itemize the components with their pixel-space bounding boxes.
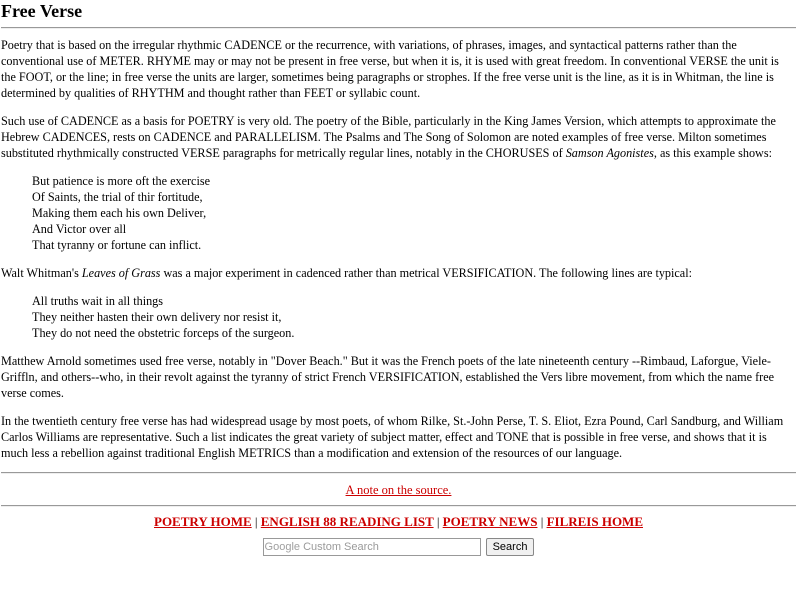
verse-line: That tyranny or fortune can inflict. xyxy=(32,238,202,252)
milton-excerpt xyxy=(32,173,796,253)
source-note-link[interactable]: A note on the source. xyxy=(345,483,452,497)
nav-poetry-news[interactable]: POETRY NEWS xyxy=(442,514,538,529)
site-search xyxy=(1,538,796,556)
paragraph-twentieth-century: In the twentieth century free verse has had widespread usage by most poets, of whom Rilke, St.-John Perse, T. S. Eliot, Ezra Pound, Carl Sandburg, and William Carlos Williams are representative. Such a list indicates the great variety of subject matter, effect and TONE that is possible in free verse, and shows that it is much less a rebellion against traditional English METRICS than a modification and extension of the resources of our language. xyxy=(1,414,784,460)
search-placeholder: Custom Search xyxy=(303,541,379,554)
verse-line: They do not need the obstetric forceps of the surgeon. xyxy=(32,326,295,340)
verse-line: Making them each his own Deliver, xyxy=(32,206,207,220)
search-button[interactable]: Search xyxy=(486,538,535,556)
nav-english-88-reading-list[interactable]: ENGLISH 88 READING LIST xyxy=(260,514,434,529)
verse-line: Of Saints, the trial of thir fortitude, xyxy=(32,190,203,204)
paragraph-text: Such use of CADENCE as a basis for POETRY is very old. The poetry of the Bible, particularly in the King James Version, which attempts to approximate the Hebrew CADENCES, rests on CADENCE and PARALLELISM. The Psalms and The Song of Solomon are noted examples of free verse. Milton sometimes substituted rhythmically constructed VERSE paragraphs for metrically regular lines, notably in the CHORUSES of xyxy=(1,114,776,160)
paragraph-text: , as this example shows: xyxy=(653,146,772,160)
paragraph-text: was a major experiment in cadenced rather than metrical VERSIFICATION. The following lines are typical: xyxy=(160,266,692,280)
nav-filreis-home[interactable]: FILREIS HOME xyxy=(546,514,643,529)
paragraph-whitman xyxy=(1,265,796,281)
verse-line: But patience is more oft the exercise xyxy=(32,174,211,188)
paragraph-definition: Poetry that is based on the irregular rhythmic CADENCE or the recurrence, with variations, of phrases, images, and syntactical patterns rather than the conventional use of METER. RHYME may or may not be present in free verse, but when it is, it is used with great freedom. In conventional VERSE the unit is the FOOT, or the line; in free verse the units are larger, sometimes being paragraphs or strophes. If the free verse unit is the line, as it is in Whitman, the line is determined by qualities of RHYTHM and thought rather than FEET or syllabic count. xyxy=(1,38,779,100)
nav-poetry-home[interactable]: POETRY HOME xyxy=(154,514,252,529)
verse-line: They neither hasten their own delivery nor resist it, xyxy=(32,310,282,324)
work-title-samson: Samson Agonistes xyxy=(565,146,654,160)
note-row xyxy=(1,482,796,498)
paragraph-cadence-history xyxy=(1,113,796,161)
search-input[interactable] xyxy=(263,538,481,556)
whitman-excerpt xyxy=(32,293,796,341)
verse-line: And Victor over all xyxy=(32,222,127,236)
nav-separator: | xyxy=(436,514,440,529)
verse-line: All truths wait in all things xyxy=(32,294,164,308)
google-brand-text: Google xyxy=(264,541,301,554)
paragraph-text: Walt Whitman's xyxy=(1,266,82,280)
page-title: Free Verse xyxy=(1,1,83,21)
footer-nav xyxy=(1,514,796,530)
nav-separator: | xyxy=(254,514,258,529)
paragraph-vers-libre: Matthew Arnold sometimes used free verse, notably in "Dover Beach." But it was the French poets of the late nineteenth century --Rimbaud, Laforgue, Viele-Griffln, and others--who, in their revolt against the tyranny of strict French VERSIFICATION, established the Vers libre movement, from which the name free verse comes. xyxy=(1,354,775,400)
nav-separator: | xyxy=(540,514,544,529)
work-title-leaves-of-grass: Leaves of Grass xyxy=(81,266,161,280)
